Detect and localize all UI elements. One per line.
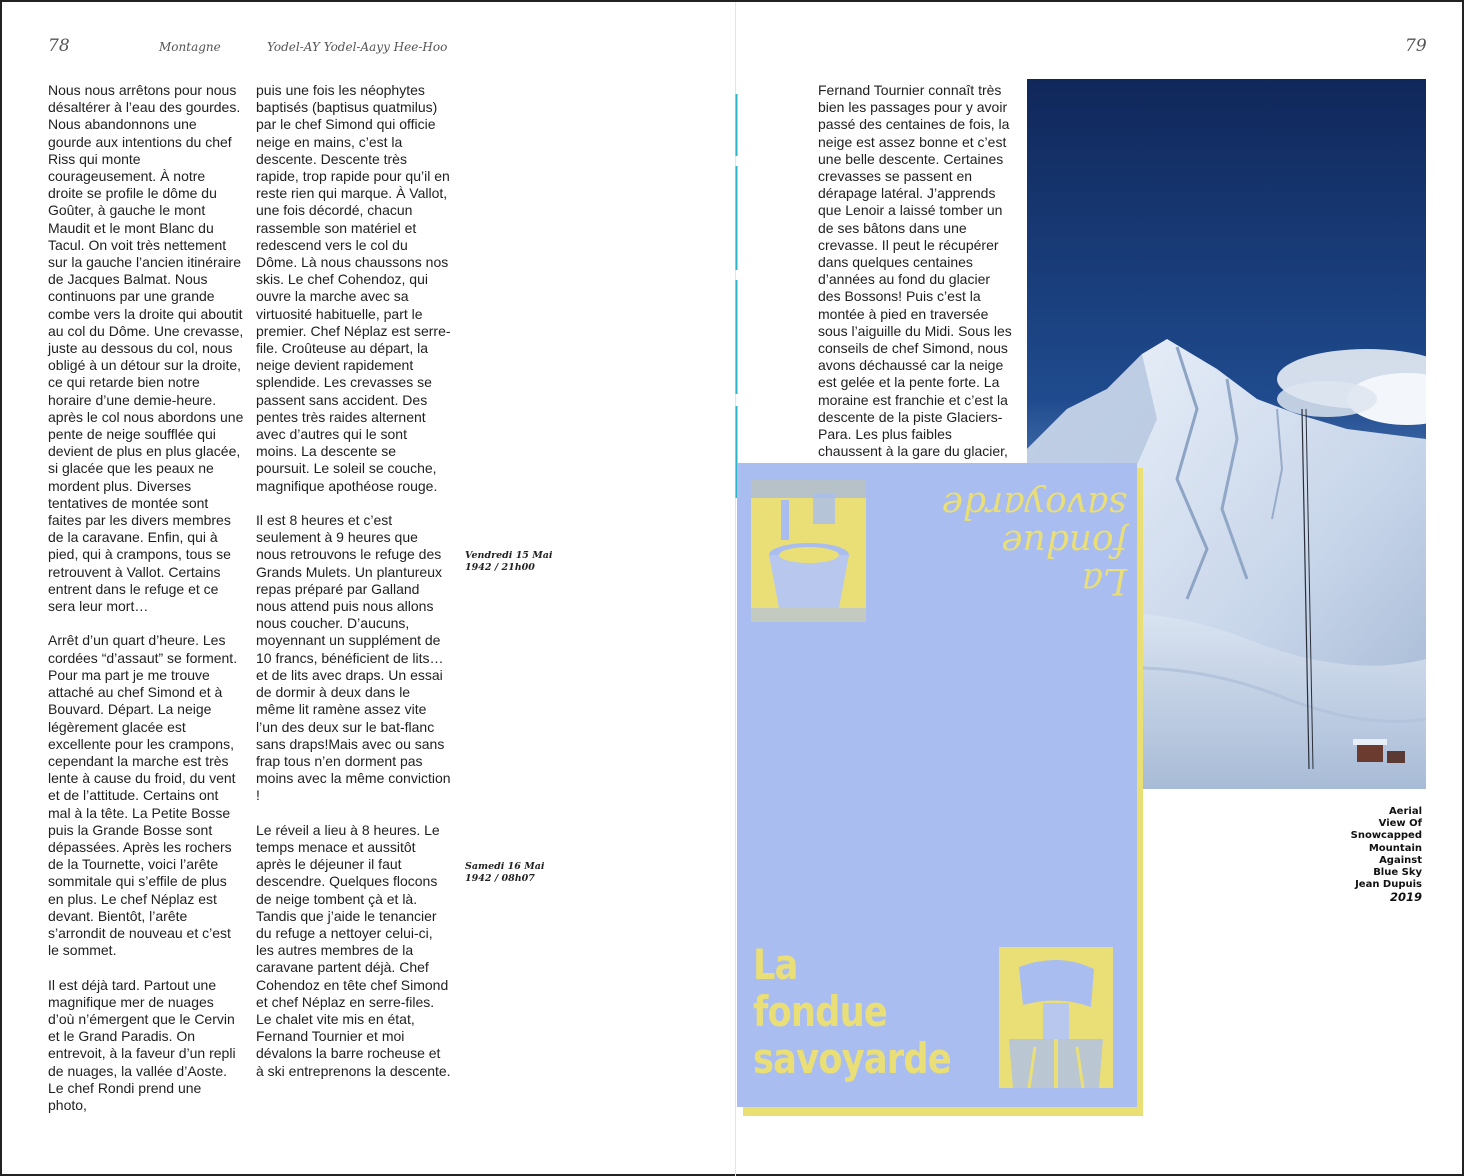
flipped-title-line: La <box>1081 560 1127 601</box>
text-column-2 <box>256 82 452 1080</box>
paragraph: Il est 8 heures et c’est seulement à 9 heures que nous retrouvons le refuge des Grands Mulets. Un plantureux repas préparé par Galland nous attend puis nous allons nous coucher. D’aucuns, moyennant un supplément de 10 francs, bénéficient de lits… et de lits avec draps. Un essai de dormir à deux dans le même lit ramène assez vite l’un des deux sur le bat-flanc sans draps!Mais avec ou sans frap tous n’en dorment pas moins avec la même conviction ! <box>256 512 451 804</box>
date-stamp: 1942 / 08h07 <box>465 873 535 884</box>
halftone-fondue-fork <box>999 947 1113 1088</box>
paragraph: Il est déjà tard. Partout une magnifique mer de nuages d’où n’émergent que le Cervin et le Grand Paradis. On entrevoit, à la faveur d’un repli de nuages, la vallée d’Aoste. Le chef Rondi prend une photo, <box>48 976 236 1113</box>
running-title: Yodel-AY Yodel-Aayy Hee-Hoo <box>267 40 448 54</box>
caption-line: Against <box>1379 854 1422 866</box>
flipped-title-line: savoyarde <box>941 484 1127 525</box>
halftone-fondue-pot <box>751 480 866 622</box>
date-day: Samedi 16 Mai <box>465 861 545 872</box>
text-column-3 <box>818 82 1014 460</box>
caption-line: Snowcapped <box>1350 830 1422 842</box>
photo-caption <box>1351 806 1422 904</box>
date-day: Vendredi 15 Mai <box>465 550 553 561</box>
fondue-booklet <box>737 463 1143 1113</box>
binding-thread <box>735 94 738 498</box>
paragraph: Fernand Tournier connaît très bien les passages pour y avoir passé des centaines de fois, la neige est assez bonne et c’est une belle descente. Certaines crevasses se passent en dérapage latéral. J’apprends que Lenoir a laissé tomber un de ses bâtons dans une crevasse. Il peut le récupérer dans quelques centaines d’années au fond du glacier des Bossons! Puis c’est la montée à pied en traversée sous l’aiguille du Midi. Sous les conseils de chef Simond, nous avons déchaussé car la neige est gelée et la pente forte. La moraine est franchie et c’est la descente de la piste Glaciers-Para. Les plus faibles chaussent à la gare du glacier, <box>818 82 1012 460</box>
cover-title <box>753 941 951 1082</box>
date-note-friday <box>465 550 553 574</box>
page-number-right: 79 <box>1405 36 1427 56</box>
page-number-left: 78 <box>48 36 70 56</box>
section-label: Montagne <box>159 40 221 54</box>
caption-line: Mountain <box>1368 842 1422 854</box>
paragraph: Arrêt d’un quart d’heure. Les cordées “d’assaut” se forment. Pour ma part je me trouve attaché au chef Simond et à Bouvard. Départ. La neige légèrement glacée est excellente pour les crampons, cependant la marche est très lente à cause du froid, du vent et de l’attitude. Certains ont mal à la tête. La Petite Bosse puis la Grande Bosse sont dépassées. Après les rochers de la Tournette, voici l’arête sommitale qui s’effile de plus en plus. Le chef Néplaz est devant. Bientôt, l’arête s’arrondit de nouveau et c’est le sommet. <box>48 632 238 959</box>
date-stamp: 1942 / 21h00 <box>465 562 535 573</box>
title-line: savoyarde <box>753 1034 951 1083</box>
paragraph: Le réveil a lieu à 8 heures. Le temps menace et aussitôt après le déjeuner il faut descendre. Quelques flocons de neige tombent çà et là. Tandis que j’aide le tenancier du refuge a nettoyer celui-ci, les autres membres de la caravane partent déjà. Chef Cohendoz en tête chef Simond et chef Néplaz en serre-files. Le chalet vite mis en état, Fernand Tournier et moi dévalons la barre rocheuse et à ski entreprenons la descente. <box>256 821 451 1079</box>
booklet-cover <box>737 463 1137 1107</box>
paragraph: Nous nous arrêtons pour nous désaltérer à l’eau des gourdes. Nous abandonnons une gourde aux intentions du chef Riss qui monte courageusement. À notre droite se profile le dôme du Goûter, à gauche le mont Maudit et le mont Blanc du Tacul. On voit très nettement sur la gauche l’ancien itinéraire de Jacques Balmat. Nous continuons par une grande combe vers la droite qui aboutit au col du Dôme. Une crevasse, juste au dessous du col, nous obligé à un détour sur la droite, ce qui retarde bien notre horaire d’une demie-heure. après le col nous abordons une pente de neige soufflée qui devient de plus en plus glacée, si glacée que les peaux ne mordent plus. Diverses tentatives de montée sont faites par les divers membres de la caravane. Enfin, qui à pied, qui à crampons, tous se retrouvent à Vallot. Certains entrent dans le refuge et ce sera leur mort… <box>48 82 244 615</box>
text-column-1 <box>48 82 244 1114</box>
title-line: fondue <box>753 987 887 1036</box>
caption-line: Blue Sky <box>1373 867 1422 879</box>
title-line: La <box>753 940 798 989</box>
caption-year: 2019 <box>1389 890 1422 905</box>
flipped-title-line: fondue <box>1001 522 1127 563</box>
paragraph: puis une fois les néophytes baptisés (baptisus quatmilus) par le chef Simond qui officie neige en mains, c’est la descente. Descente très rapide, trop rapide pour qu’il en reste rien qui marque. À Vallot, une fois décordé, chacun rassemble son matériel et redescend vers le col du Dôme. Là nous chaussons nos skis. Le chef Cohendoz, qui ouvre la marche avec sa virtuosité habituelle, part le premier. Chef Néplaz est serre-file. Croûteuse au départ, la neige devient rapidement splendide. Les crevasses se passent sans accident. Des pentes très raides alternent avec d’autres qui le sont moins. La descente se poursuit. Le soleil se couche, magnifique apothéose rouge. <box>256 82 451 494</box>
caption-line: Jean Dupuis <box>1355 879 1422 891</box>
caption-line: Aerial <box>1388 806 1422 817</box>
date-note-saturday <box>465 861 544 885</box>
cover-title-upside-down <box>877 485 1127 599</box>
caption-line: View Of <box>1378 818 1422 830</box>
